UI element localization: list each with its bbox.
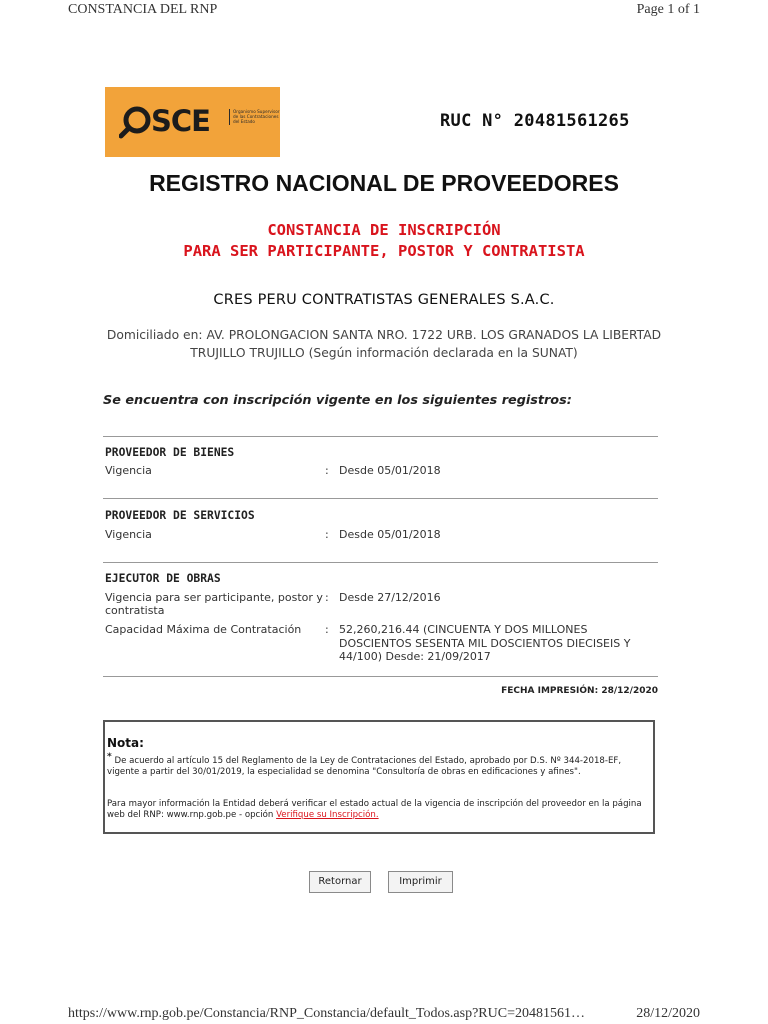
divider	[103, 436, 658, 437]
register-colon: :	[325, 464, 329, 477]
osce-logo	[105, 87, 280, 157]
note-box	[103, 720, 655, 834]
print-button[interactable]: Imprimir	[388, 871, 453, 893]
register-title-bienes: PROVEEDOR DE BIENES	[105, 446, 235, 459]
note-text-2: Para mayor información la Entidad deberá verificar el estado actual de la vigencia de inscripción del proveedor en la página web del RNP: www.rnp.gob.pe - opción	[107, 799, 642, 820]
register-value: Desde 27/12/2016	[339, 591, 441, 604]
verify-registration-link[interactable]: Verifique su Inscripción.	[276, 810, 379, 820]
register-label: Capacidad Máxima de Contratación	[105, 623, 302, 636]
note-paragraph-2	[107, 799, 652, 821]
register-colon: :	[325, 591, 329, 604]
company-address: Domiciliado en: AV. PROLONGACION SANTA NRO. 1722 URB. LOS GRANADOS LA LIBERTAD TRUJILLO TRUJILLO (Según información declarada en la SUNAT)	[106, 328, 662, 360]
register-colon: :	[325, 528, 329, 541]
divider	[103, 676, 658, 677]
print-date: FECHA IMPRESIÓN: 28/12/2020	[501, 686, 658, 696]
print-footer-date: 28/12/2020	[636, 1006, 700, 1021]
back-button[interactable]: Retornar	[309, 871, 371, 893]
register-title-servicios: PROVEEDOR DE SERVICIOS	[105, 509, 255, 522]
register-value: Desde 05/01/2018	[339, 528, 441, 541]
print-footer-url: https://www.rnp.gob.pe/Constancia/RNP_Constancia/default_Todos.asp?RUC=20481561…	[68, 1006, 585, 1021]
print-header	[0, 0, 768, 20]
register-colon: :	[325, 623, 329, 636]
subtitle-line-2: PARA SER PARTICIPANTE, POSTOR Y CONTRATISTA	[183, 242, 585, 260]
divider	[103, 562, 658, 563]
company-name: CRES PERU CONTRATISTAS GENERALES S.A.C.	[213, 292, 555, 308]
note-text-1: De acuerdo al artículo 15 del Reglamento de la Ley de Contrataciones del Estado, aprobado por D.S. Nº 344-2018-EF, vigente a partir del 30/01/2019, la especialidad se denomina "Consultoría de obras en edificaciones y afines".	[107, 755, 622, 777]
register-label: Vigencia	[105, 464, 152, 477]
print-header-title: CONSTANCIA DEL RNP	[68, 2, 218, 17]
page-title: REGISTRO NACIONAL DE PROVEEDORES	[149, 170, 619, 196]
divider	[103, 498, 658, 499]
subtitle-line-1: CONSTANCIA DE INSCRIPCIÓN	[267, 221, 501, 239]
register-label: Vigencia para ser participante, postor y contratista	[105, 591, 323, 617]
magnifier-icon	[119, 103, 153, 139]
register-value: Desde 05/01/2018	[339, 464, 441, 477]
print-header-page: Page 1 of 1	[636, 2, 700, 17]
logo-tagline: Organismo Supervisor de las Contrataciones del Estado	[229, 109, 281, 125]
print-footer	[0, 1004, 768, 1024]
registers-intro: Se encuentra con inscripción vigente en los siguientes registros:	[103, 393, 572, 408]
register-value: 52,260,216.44 (CINCUENTA Y DOS MILLONES DOSCIENTOS SESENTA MIL DOSCIENTOS DIECISEIS Y 44/100) Desde: 21/09/2017	[339, 623, 631, 663]
register-title-obras: EJECUTOR DE OBRAS	[105, 572, 221, 585]
ruc-number: RUC N° 20481561265	[440, 111, 630, 131]
logo-wordmark: SCE	[151, 104, 210, 138]
note-title: Nota:	[107, 736, 144, 750]
note-asterisk: *	[107, 752, 112, 762]
note-paragraph-1	[107, 752, 652, 778]
register-label: Vigencia	[105, 528, 152, 541]
